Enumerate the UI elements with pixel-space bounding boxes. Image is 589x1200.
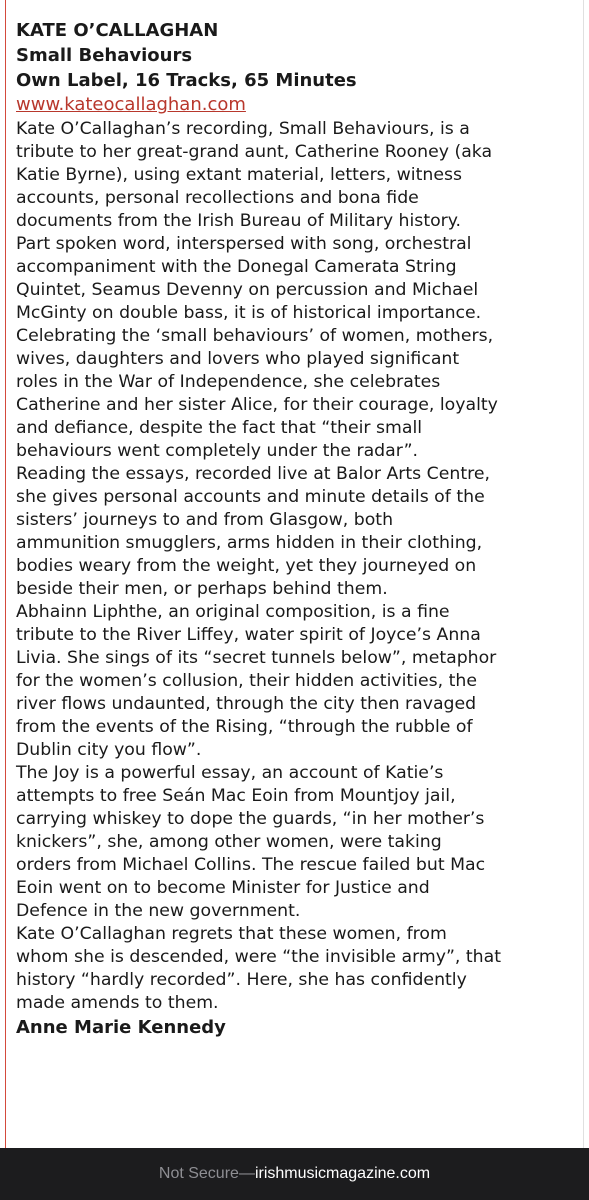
review-line: Part spoken word, interspersed with song, orchestral xyxy=(16,234,472,254)
review-line: accounts, personal recollections and bona fide xyxy=(16,188,419,208)
review-line: Abhainn Liphthe, an original composition, is a fine xyxy=(16,602,450,622)
review-line: Livia. She sings of its “secret tunnels below”, metaphor xyxy=(16,648,497,668)
review-line: Reading the essays, recorded live at Balor Arts Centre, xyxy=(16,464,490,484)
review-line: Defence in the new government. xyxy=(16,901,301,921)
review-line: Quintet, Seamus Devenny on percussion and Michael xyxy=(16,280,479,300)
review-line: knickers”, she, among other women, were taking xyxy=(16,832,442,852)
page-left-rule xyxy=(5,0,6,1148)
release-info: Own Label, 16 Tracks, 65 Minutes xyxy=(16,70,357,91)
review-line: she gives personal accounts and minute details of the xyxy=(16,487,485,507)
browser-url-bar[interactable] xyxy=(0,1148,589,1200)
review-line: behaviours went completely under the radar”. xyxy=(16,441,419,461)
review-line: river flows undaunted, through the city then ravaged xyxy=(16,694,477,714)
review-line: Eoin went on to become Minister for Justice and xyxy=(16,878,430,898)
review-line: from the events of the Rising, “through the rubble of xyxy=(16,717,473,737)
review-line: for the women’s collusion, their hidden activities, the xyxy=(16,671,477,691)
review-line: accompaniment with the Donegal Camerata String xyxy=(16,257,457,277)
review-line: history “hardly recorded”. Here, she has confidently xyxy=(16,970,467,990)
review-line: McGinty on double bass, it is of historical importance. xyxy=(16,303,482,323)
review-line: Celebrating the ‘small behaviours’ of women, mothers, xyxy=(16,326,494,346)
review-line: Kate O’Callaghan regrets that these women, from xyxy=(16,924,447,944)
review-line: The Joy is a powerful essay, an account of Katie’s xyxy=(16,763,444,783)
url-separator: — xyxy=(238,1165,255,1182)
review-line: documents from the Irish Bureau of Military history. xyxy=(16,211,462,231)
security-status: Not Secure xyxy=(158,1165,239,1182)
review-line: sisters’ journeys to and from Glasgow, both xyxy=(16,510,394,530)
artist-name: KATE O’CALLAGHAN xyxy=(16,20,219,41)
review-line: beside their men, or perhaps behind them. xyxy=(16,579,388,599)
reviewer-signature: Anne Marie Kennedy xyxy=(16,1017,226,1038)
review-line: whom she is descended, were “the invisible army”, that xyxy=(16,947,502,967)
album-title: Small Behaviours xyxy=(16,45,193,66)
review-article xyxy=(16,18,582,1040)
review-line: Catherine and her sister Alice, for their courage, loyalty xyxy=(16,395,498,415)
page-right-rule xyxy=(583,0,584,1148)
review-line: Katie Byrne), using extant material, letters, witness xyxy=(16,165,462,185)
url-domain: irishmusicmagazine.com xyxy=(254,1165,431,1182)
review-body xyxy=(16,118,582,1015)
review-line: and defiance, despite the fact that “their small xyxy=(16,418,423,438)
review-line: attempts to free Seán Mac Eoin from Mountjoy jail, xyxy=(16,786,456,806)
review-line: orders from Michael Collins. The rescue failed but Mac xyxy=(16,855,486,875)
review-line: roles in the War of Independence, she celebrates xyxy=(16,372,441,392)
review-line: bodies weary from the weight, yet they journeyed on xyxy=(16,556,477,576)
review-line: carrying whiskey to dope the guards, “in her mother’s xyxy=(16,809,485,829)
review-line: wives, daughters and lovers who played significant xyxy=(16,349,460,369)
review-line: made amends to them. xyxy=(16,993,219,1013)
artist-website-link[interactable]: www.kateocallaghan.com xyxy=(16,94,246,115)
review-line: Dublin city you flow”. xyxy=(16,740,202,760)
review-line: ammunition smugglers, arms hidden in their clothing, xyxy=(16,533,483,553)
review-line: Kate O’Callaghan’s recording, Small Behaviours, is a xyxy=(16,119,470,139)
review-line: tribute to the River Liffey, water spirit of Joyce’s Anna xyxy=(16,625,481,645)
review-line: tribute to her great-grand aunt, Catherine Rooney (aka xyxy=(16,142,493,162)
